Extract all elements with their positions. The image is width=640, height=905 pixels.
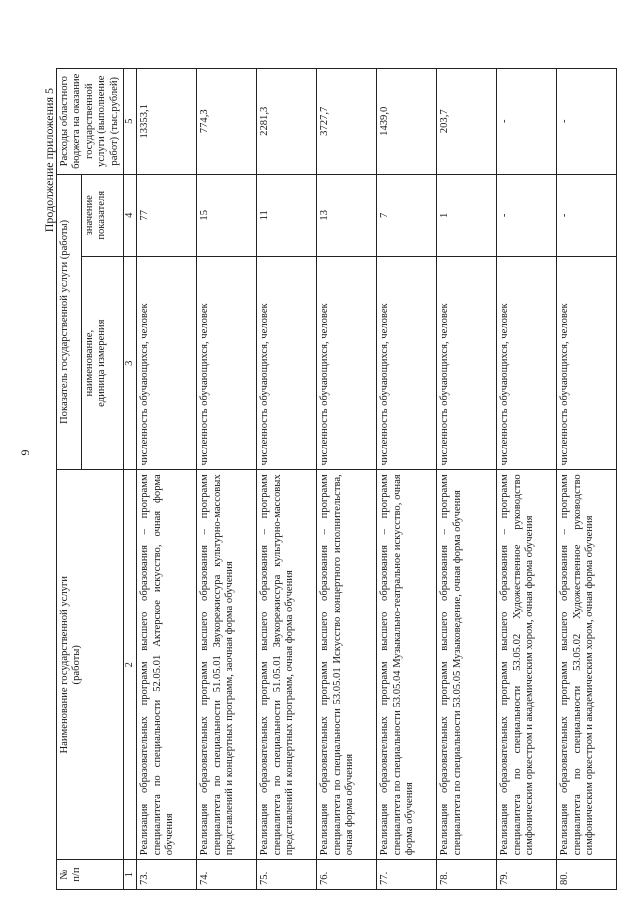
- row-number: 73.: [137, 860, 197, 890]
- table-row: [197, 69, 257, 890]
- row-number: 74.: [197, 860, 257, 890]
- service-name: Реализация образовательных программ высшего образования – программ специалитета по специальности 53.05.02 Художественное руководство симфоническим оркестром и академическим хором, очная форма обучения: [497, 470, 557, 860]
- expense-value: 1439,0: [377, 69, 437, 175]
- table-row: [317, 69, 377, 890]
- column-index: 1: [123, 860, 136, 890]
- row-number: 79.: [497, 860, 557, 890]
- service-name: Реализация образовательных программ высшего образования – программ специалитета по специальности 52.05.01 Актерское искусство, очная форма обучения: [137, 470, 197, 860]
- rotated-content: [10, 10, 630, 895]
- row-number: 76.: [317, 860, 377, 890]
- header-service-name: Наименование государственной услуги (работы): [57, 470, 124, 860]
- service-name: Реализация образовательных программ высшего образования – программ специалитета по специальности 51.05.01 Звукорежиссура культурно-массовых представлений и концертных программ, заочная форма обучения: [197, 470, 257, 860]
- table-row: [437, 69, 497, 890]
- expense-value: 203,7: [437, 69, 497, 175]
- row-number: 77.: [377, 860, 437, 890]
- indicator-value: -: [557, 174, 617, 257]
- expense-value: 2281,3: [257, 69, 317, 175]
- table-row: [557, 69, 617, 890]
- table-row: [137, 69, 197, 890]
- table-row: [497, 69, 557, 890]
- service-name: Реализация образовательных программ высшего образования – программ специалитета по специальности 51.05.01 Звукорежиссура культурно-массовых представлений и концертных программ, очная форма обучения: [257, 470, 317, 860]
- table-row: [377, 69, 437, 890]
- service-name: Реализация образовательных программ высшего образования – программ специалитета по специальности 53.05.04 Музыкально-театральное искусство, очная форма обучения: [377, 470, 437, 860]
- indicator-value: 11: [257, 174, 317, 257]
- expense-value: 774,3: [197, 69, 257, 175]
- indicator-unit: численность обучающихся, человек: [317, 257, 377, 470]
- service-name: Реализация образовательных программ высшего образования – программ специалитета по специальности 53.05.02 Художественное руководство симфоническим оркестром и академическим хором, очная форма обучения: [557, 470, 617, 860]
- column-index: 3: [123, 257, 136, 470]
- column-index: 2: [123, 470, 136, 860]
- indicator-value: 7: [377, 174, 437, 257]
- column-index: 5: [123, 69, 136, 175]
- column-index-row: [123, 69, 136, 890]
- indicator-unit: численность обучающихся, человек: [257, 257, 317, 470]
- column-index: 4: [123, 174, 136, 257]
- indicator-unit: численность обучающихся, человек: [377, 257, 437, 470]
- row-number: 75.: [257, 860, 317, 890]
- indicator-value: 1: [437, 174, 497, 257]
- header-indicator: Показатель государственной услуги (работы): [57, 174, 82, 470]
- indicator-unit: численность обучающихся, человек: [437, 257, 497, 470]
- indicator-value: 77: [137, 174, 197, 257]
- services-table: [56, 68, 617, 890]
- indicator-value: 13: [317, 174, 377, 257]
- indicator-unit: численность обучающихся, человек: [137, 257, 197, 470]
- service-name: Реализация образовательных программ высшего образования – программ специалитета по специальности 53.05.05 Музыковедение, очная форма обучения: [437, 470, 497, 860]
- row-number: 78.: [437, 860, 497, 890]
- header-value: значение показателя: [81, 174, 123, 257]
- indicator-value: -: [497, 174, 557, 257]
- indicator-unit: численность обучающихся, человек: [497, 257, 557, 470]
- service-name: Реализация образовательных программ высшего образования – программ специалитета по специальности 53.05.01 Искусство концертного исполнительства, очная форма обучения: [317, 470, 377, 860]
- continuation-note: Продолжение приложения 5: [42, 88, 56, 233]
- expense-value: 3727,7: [317, 69, 377, 175]
- header-num: № п/п: [57, 860, 124, 890]
- indicator-value: 15: [197, 174, 257, 257]
- page-number: 9: [18, 449, 32, 456]
- expense-value: 13353,1: [137, 69, 197, 175]
- table-row: [257, 69, 317, 890]
- header-row: [57, 69, 82, 890]
- header-unit: наименование, единица измерения: [81, 257, 123, 470]
- header-expense: Расходы областного бюджета на оказание государственной услуги (выполнение работ) (тыс.рублей): [57, 69, 124, 175]
- row-number: 80.: [557, 860, 617, 890]
- expense-value: -: [557, 69, 617, 175]
- indicator-unit: численность обучающихся, человек: [557, 257, 617, 470]
- indicator-unit: численность обучающихся, человек: [197, 257, 257, 470]
- expense-value: -: [497, 69, 557, 175]
